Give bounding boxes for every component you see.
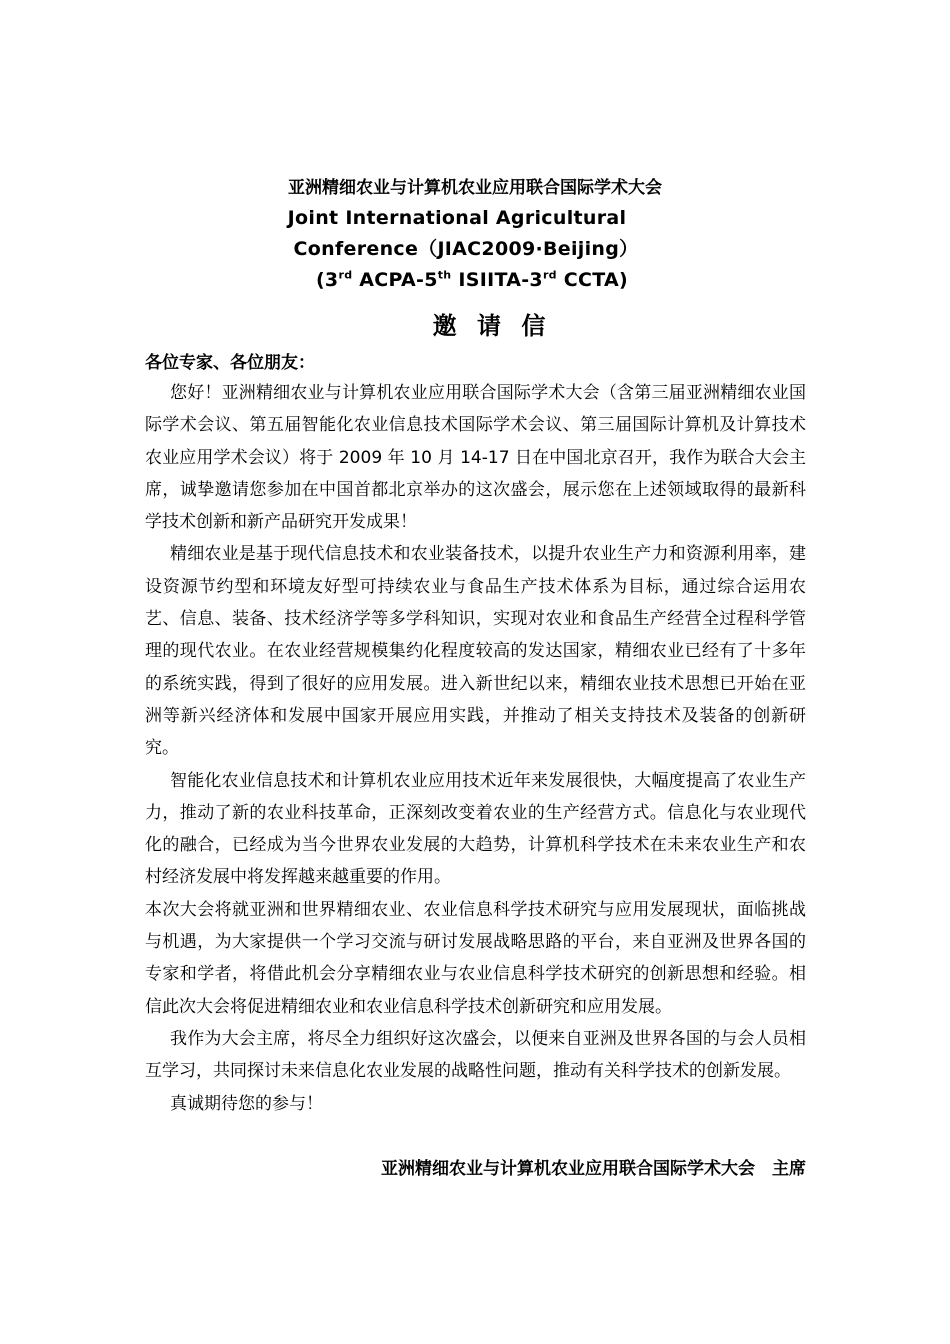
paragraph-precision-agriculture: 精细农业是基于现代信息技术和农业装备技术，以提升农业生产力和资源利用率，建设资源节约型和环境友好型可持续农业与食品生产技术体系为目标，通过综合运用农艺、信息、装备、技术经济学等多学科知识，实现对农业和食品生产经营全过程科学管理的现代农业。在农业经营规模集约化程度较高的发达国家，精细农业已经有了十多年的系统实践，得到了很好的应用发展。进入新世纪以来，精细农业技术思想已开始在亚洲等新兴经济体和发展中国家开展应用实践，并推动了相关支持技术及装备的创新研究。 [145, 544, 806, 759]
paragraph-conference-purpose: 本次大会将就亚洲和世界精细农业、农业信息科学技术研究与应用发展现状，面临挑战与机遇，为大家提供一个学习交流与研讨发展战略思路的平台，来自亚洲及世界各国的专家和学者，将借此机会分享精细农业与农业信息科学技术研究的创新思想和经验。相信此次大会将促进精细农业和农业信息科学技术创新研究和应用发展。 [145, 899, 806, 1017]
letter-greeting: 各位专家、各位朋友： [145, 353, 315, 373]
letter-body [145, 377, 806, 1120]
series-open: (3 [315, 269, 339, 291]
paragraph-welcome: 您好！亚洲精细农业与计算机农业应用联合国际学术大会（含第三届亚洲精细农业国际学术会议、第五届智能化农业信息技术国际学术会议、第三届国际计算机及计算技术农业应用学术会议）将于 2009 年 10 月 14-17 日在中国北京召开，我作为联合大会主席，诚挚邀请您参加在中国首都北京举办的这次盛会，展示您在上述领域取得的最新科学技术创新和新产品研究开发成果！ [145, 383, 806, 533]
conference-title-chinese: 亚洲精细农业与计算机农业应用联合国际学术大会 [288, 178, 662, 198]
series-sup-rd-2: rd [542, 268, 557, 282]
series-acpa: ACPA-5 [352, 269, 438, 291]
paragraph-closing: 真诚期待您的参与！ [170, 1093, 323, 1114]
conference-title-english-line2: Conference（JIAC2009·Beijing） [293, 238, 639, 260]
series-ccta: CCTA) [556, 269, 629, 291]
conference-title-english-line1: Joint International Agricultural [287, 207, 627, 229]
series-sup-rd: rd [338, 268, 353, 282]
letter-signature: 亚洲精细农业与计算机农业应用联合国际学术大会 主席 [381, 1159, 806, 1179]
conference-series-line [0, 267, 947, 293]
paragraph-chair-commitment: 我作为大会主席，将尽全力组织好这次盛会，以便来自亚洲及世界各国的与会人员相互学习，共同探讨未来信息化农业发展的战略性问题，推动有关科学技术的创新发展。 [145, 1028, 806, 1082]
invitation-heading: 邀 请 信 [432, 311, 552, 340]
paragraph-information-technology: 智能化农业信息技术和计算机农业应用技术近年来发展很快，大幅度提高了农业生产力，推动了新的农业科技革命，正深刻改变着农业的生产经营方式。信息化与农业现代化的融合，已经成为当今世界农业发展的大趋势，计算机科学技术在未来农业生产和农村经济发展中将发挥越来越重要的作用。 [145, 770, 806, 888]
series-sup-th: th [437, 268, 452, 282]
series-isiita: ISIITA-3 [451, 269, 543, 291]
